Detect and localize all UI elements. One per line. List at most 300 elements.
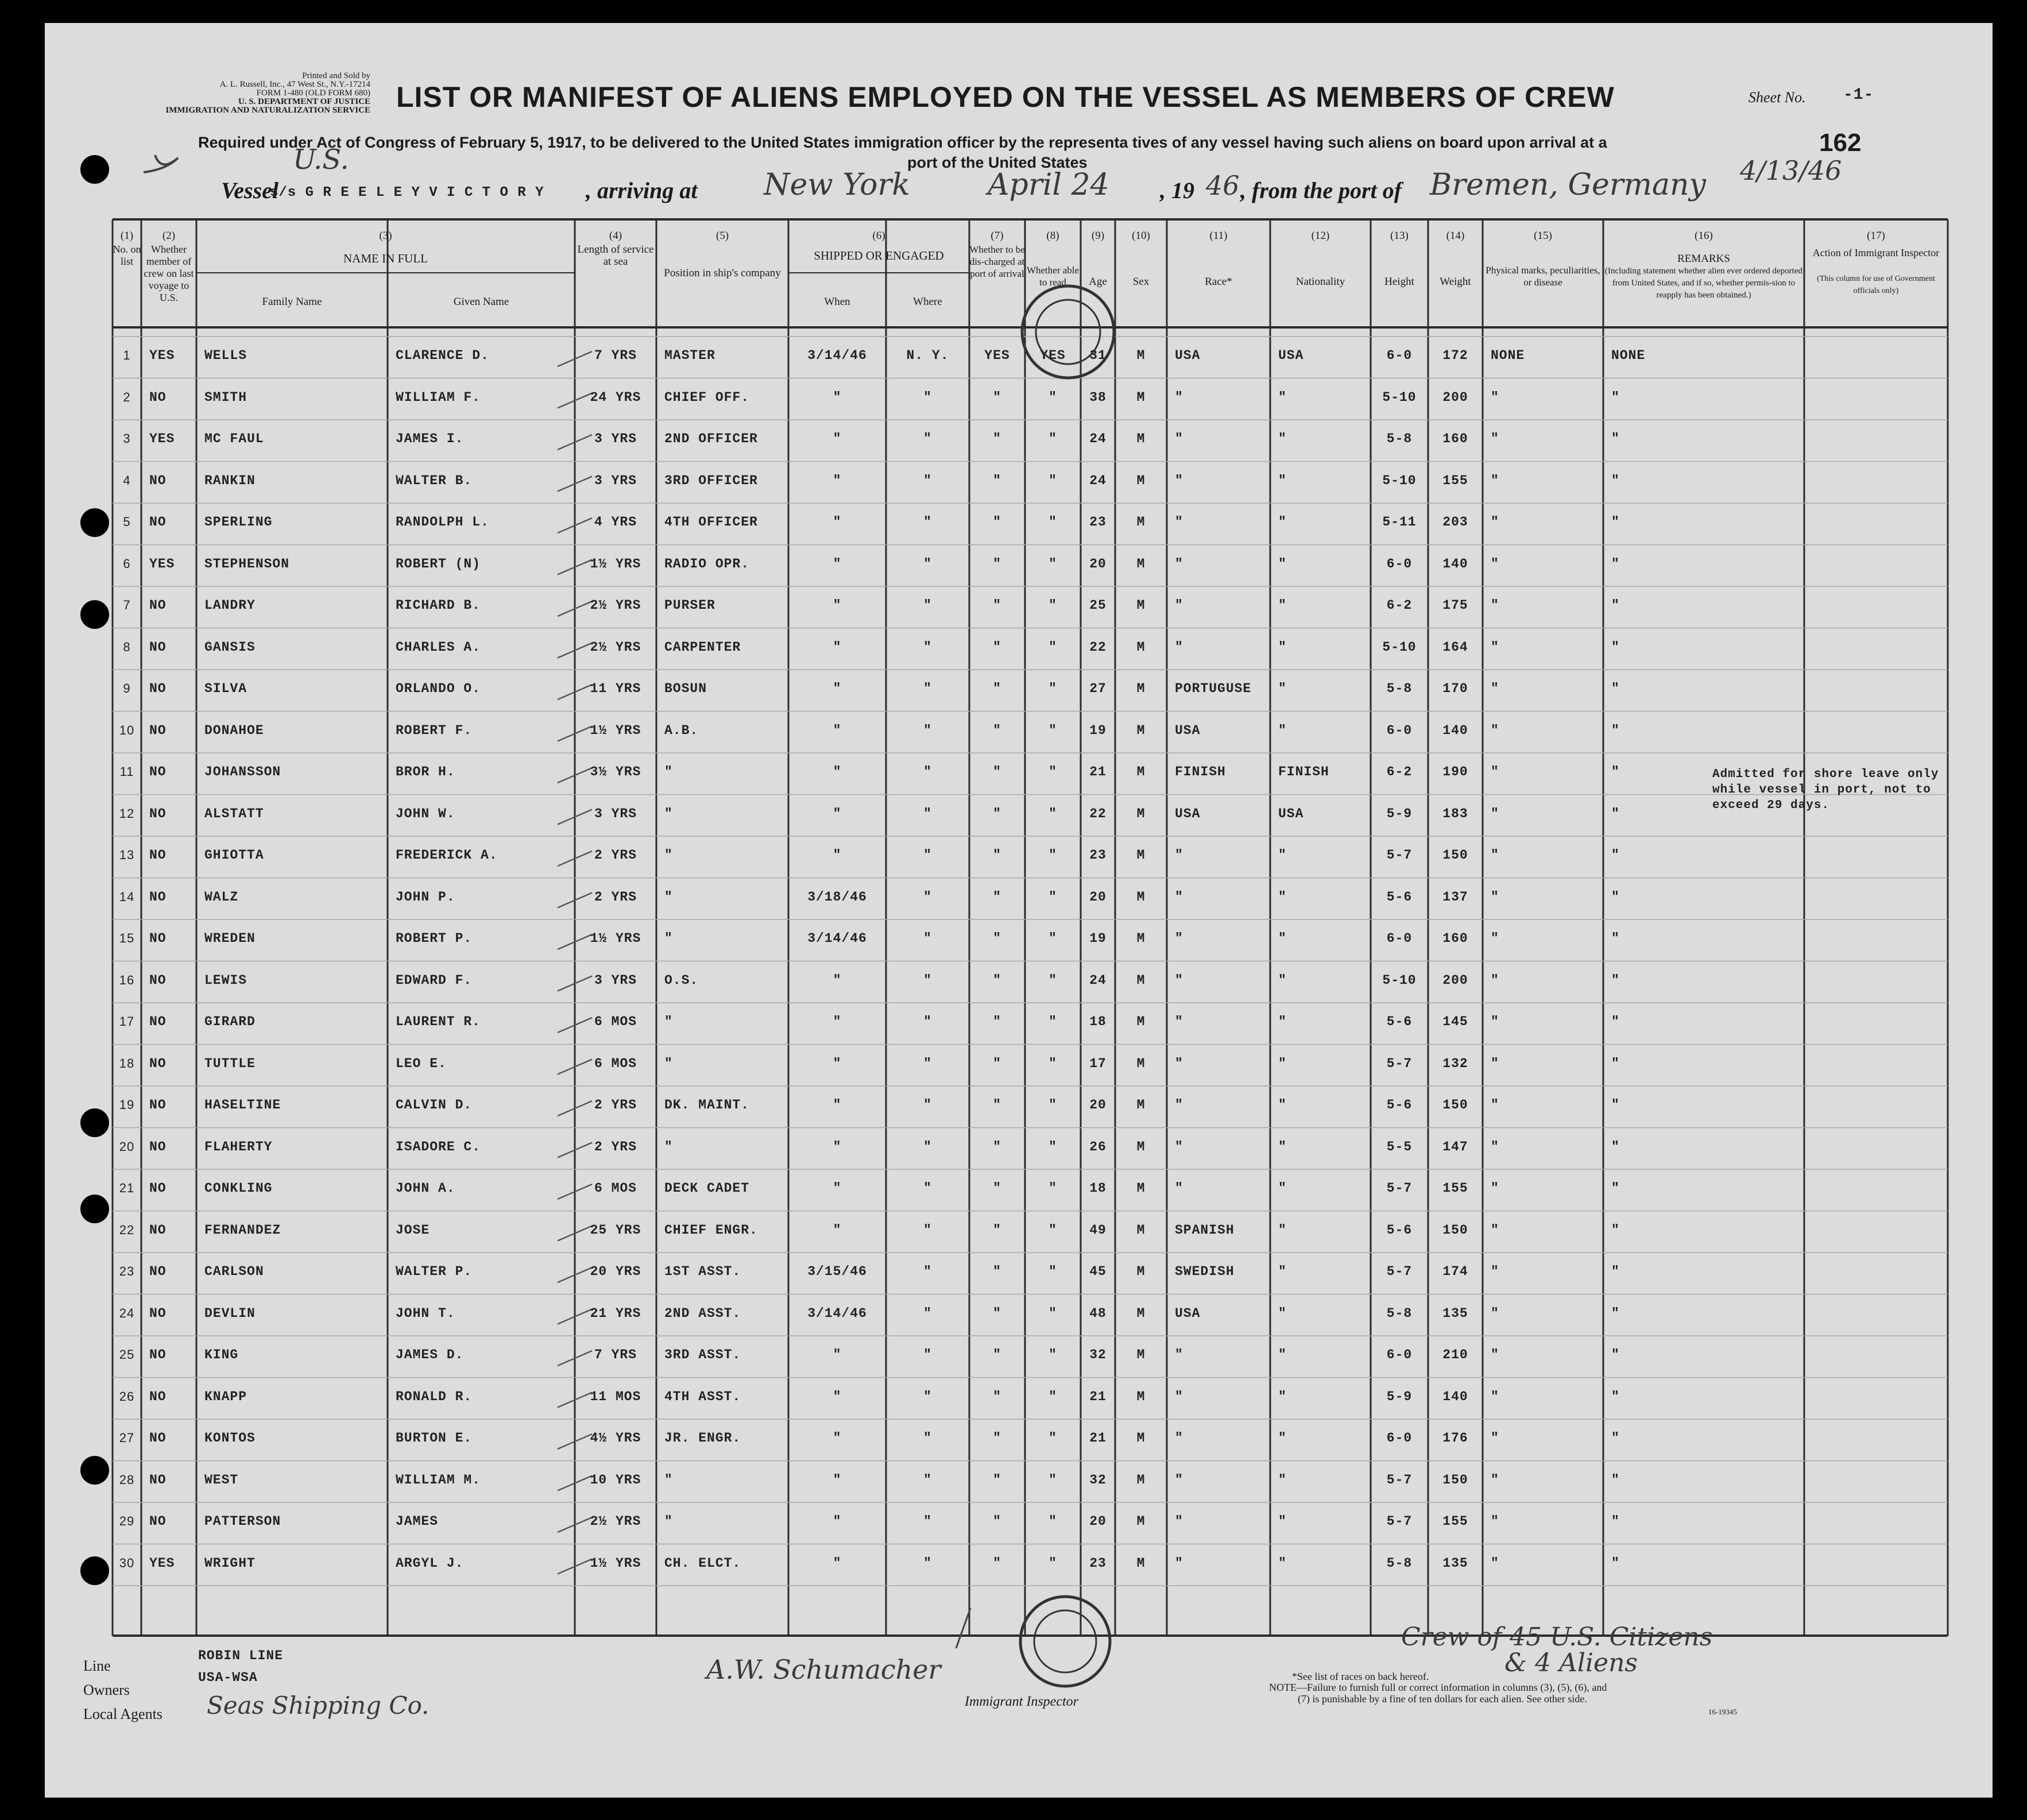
cell-read: " (1049, 806, 1057, 821)
col-6-number: (6) (872, 230, 885, 242)
cell-crew: NO (149, 1014, 167, 1029)
cell-weight: 190 (1442, 764, 1468, 779)
cell-when: " (833, 515, 842, 530)
cell-race: " (1175, 1139, 1183, 1154)
cell-when: " (833, 1555, 842, 1571)
cell-remarks: " (1611, 1431, 1620, 1446)
cell-read: " (1049, 1389, 1057, 1404)
cell-where: " (923, 764, 932, 779)
cell-disch: " (993, 1347, 1001, 1362)
cell-height: 5-9 (1386, 806, 1413, 821)
cell-nat: " (1278, 1264, 1287, 1279)
cell-no: 1 (123, 348, 131, 362)
cell-crew: NO (149, 515, 167, 530)
cell-disch: " (993, 389, 1001, 405)
cell-remarks: " (1611, 556, 1620, 571)
cell-weight: 172 (1442, 348, 1468, 363)
cell-read: " (1049, 1222, 1057, 1238)
cell-race: FINISH (1175, 764, 1226, 779)
cell-race: USA (1175, 1305, 1201, 1321)
cell-height: 6-0 (1386, 348, 1413, 363)
cell-race: USA (1175, 806, 1201, 821)
cell-no: 27 (119, 1431, 135, 1445)
cell-remarks: " (1611, 681, 1620, 696)
cell-sex: M (1136, 1014, 1146, 1029)
cell-family: CONKLING (204, 1181, 273, 1196)
cell-where: " (923, 473, 932, 488)
cell-no: 19 (119, 1098, 135, 1112)
cell-position: " (664, 764, 673, 779)
cell-crew: NO (149, 848, 167, 863)
cell-where: " (923, 431, 932, 446)
cell-no: 9 (123, 681, 131, 695)
crew-note-aliens: & 4 Aliens (1504, 1648, 1638, 1678)
cell-given: ORLANDO O. (396, 681, 481, 696)
cell-service: 2½ YRS (590, 639, 641, 655)
col-3-given-header: Given Name (453, 296, 509, 308)
cell-read: " (1049, 1472, 1057, 1487)
cell-height: 5-8 (1386, 1305, 1413, 1321)
cell-race: " (1175, 431, 1183, 446)
cell-marks: " (1491, 1098, 1499, 1112)
cell-nat: " (1278, 1305, 1287, 1321)
cell-nat: " (1278, 556, 1287, 571)
arriving-port: New York (764, 168, 910, 202)
cell-position: BOSUN (664, 681, 707, 696)
cell-age: 19 (1089, 722, 1107, 738)
cell-crew: NO (149, 1222, 167, 1238)
cell-height: 5-7 (1386, 1181, 1413, 1196)
cell-sex: M (1136, 1305, 1146, 1321)
cell-position: 4TH OFFICER (664, 515, 758, 530)
cell-read: " (1049, 389, 1057, 405)
cell-disch: " (993, 1098, 1001, 1112)
cell-given: CLARENCE D. (396, 348, 489, 363)
cell-crew: NO (149, 1264, 167, 1279)
cell-read: " (1049, 1181, 1057, 1196)
cell-nat: " (1278, 1181, 1287, 1196)
cell-age: 17 (1089, 1056, 1107, 1071)
cell-height: 5-7 (1386, 1472, 1413, 1487)
cell-sex: M (1136, 972, 1146, 988)
cell-marks: " (1491, 722, 1499, 738)
cell-position: " (664, 1014, 673, 1029)
sheet-number: -1- (1843, 86, 1874, 104)
cell-height: 5-11 (1382, 515, 1417, 530)
cell-where: " (923, 639, 932, 655)
owners-label: Owners (83, 1682, 130, 1698)
col-16-number: (16) (1695, 230, 1713, 242)
printer-line: U. S. DEPARTMENT OF JUSTICE (238, 97, 370, 106)
cell-remarks: " (1611, 431, 1620, 446)
cell-given: WILLIAM M. (396, 1472, 481, 1487)
cell-position: " (664, 806, 673, 821)
cell-position: RADIO OPR. (664, 556, 750, 571)
cell-when: " (833, 1514, 842, 1529)
cell-no: 23 (119, 1264, 135, 1278)
col-13-header: Height (1384, 276, 1414, 288)
cell-where: " (923, 889, 932, 905)
cell-where: " (923, 1389, 932, 1404)
col-6-when-header: When (824, 296, 850, 308)
cell-age: 48 (1089, 1305, 1107, 1321)
cell-crew: NO (149, 473, 167, 488)
cell-family: LEWIS (204, 972, 247, 988)
cell-height: 6-0 (1386, 722, 1413, 738)
cell-nat: " (1278, 1098, 1287, 1112)
cell-sex: M (1136, 1389, 1146, 1404)
col-8-header: Whether able to read (1026, 265, 1080, 288)
cell-position: CHIEF ENGR. (664, 1222, 758, 1238)
cell-marks: " (1491, 515, 1499, 530)
cell-no: 28 (119, 1472, 135, 1487)
cell-age: 22 (1089, 639, 1107, 655)
cell-given: WALTER P. (396, 1264, 473, 1279)
cell-age: 20 (1089, 889, 1107, 905)
cell-remarks: " (1611, 1056, 1620, 1071)
cell-where: " (923, 1431, 932, 1446)
cell-position: MASTER (664, 348, 715, 363)
cell-given: CHARLES A. (396, 639, 481, 655)
cell-where: " (923, 515, 932, 530)
cell-disch: " (993, 1555, 1001, 1571)
cell-service: 1½ YRS (590, 931, 641, 946)
cell-nat: " (1278, 431, 1287, 446)
cell-service: 3½ YRS (590, 764, 641, 779)
col-6-where-header: Where (913, 296, 942, 308)
col-6-header: SHIPPED OR ENGAGED (814, 249, 944, 262)
cell-given: EDWARD F. (396, 972, 473, 988)
cell-age: 31 (1089, 348, 1107, 363)
cell-no: 25 (119, 1347, 135, 1362)
cell-sex: M (1136, 1056, 1146, 1071)
cell-remarks: " (1611, 389, 1620, 405)
cell-service: 6 MOS (594, 1014, 637, 1029)
cell-marks: " (1491, 1305, 1499, 1321)
cell-family: RANKIN (204, 473, 256, 488)
cell-where: " (923, 556, 932, 571)
cell-position: 2ND OFFICER (664, 431, 758, 446)
cell-sex: M (1136, 1514, 1146, 1529)
cell-where: " (923, 806, 932, 821)
cell-read: " (1049, 1514, 1057, 1529)
cell-crew: NO (149, 1305, 167, 1321)
cell-age: 23 (1089, 515, 1107, 530)
cell-position: JR. ENGR. (664, 1431, 741, 1446)
col-2-number: (2) (162, 230, 176, 242)
cell-position: 3RD ASST. (664, 1347, 741, 1362)
cell-height: 5-6 (1386, 1222, 1413, 1238)
col-9-number: (9) (1091, 230, 1105, 242)
cell-weight: 145 (1442, 1014, 1468, 1029)
cell-no: 10 (119, 722, 135, 737)
cell-nat: " (1278, 1389, 1287, 1404)
printer-line: IMMIGRATION AND NATURALIZATION SERVICE (165, 106, 370, 115)
cell-age: 24 (1089, 431, 1107, 446)
cell-marks: " (1491, 1514, 1499, 1529)
cell-read: " (1049, 1431, 1057, 1446)
col-3-number: (3) (379, 230, 392, 242)
cell-where: " (923, 1014, 932, 1029)
cell-age: 24 (1089, 972, 1107, 988)
cell-marks: " (1491, 1056, 1499, 1071)
cell-height: 5-5 (1386, 1139, 1413, 1154)
cell-family: SMITH (204, 389, 247, 405)
cell-where: " (923, 1305, 932, 1321)
cell-height: 6-2 (1386, 764, 1413, 779)
cell-service: 2 YRS (594, 889, 637, 905)
subtitle: Required under Act of Congress of February 5, 1917, to be delivered to the United States immigration officer by the representa tives of any vessel having such aliens on board upon arrival at a (198, 134, 1607, 151)
cell-read: " (1049, 431, 1057, 446)
fine-note (1269, 1682, 1607, 1705)
cell-height: 5-7 (1386, 848, 1413, 863)
cell-age: 21 (1089, 764, 1107, 779)
cell-read: " (1049, 1555, 1057, 1571)
cell-position: A.B. (664, 722, 699, 738)
cell-remarks: " (1611, 473, 1620, 488)
cell-position: " (664, 1056, 673, 1071)
form-number: 16-19345 (1708, 1707, 1737, 1716)
cell-marks: " (1491, 764, 1499, 779)
cell-family: GHIOTTA (204, 848, 264, 863)
cell-race: " (1175, 1555, 1183, 1571)
cell-height: 6-0 (1386, 931, 1413, 946)
cell-remarks: " (1611, 848, 1620, 863)
cell-sex: M (1136, 889, 1146, 905)
col-16-header: REMARKS (1677, 253, 1730, 265)
cell-weight: 140 (1442, 722, 1468, 738)
cell-remarks: " (1611, 931, 1620, 946)
cell-sex: M (1136, 1264, 1146, 1279)
cell-sex: M (1136, 1347, 1146, 1362)
cell-crew: NO (149, 1098, 167, 1112)
cell-sex: M (1136, 1431, 1146, 1446)
cell-given: ROBERT P. (396, 931, 473, 946)
cell-height: 5-6 (1386, 889, 1413, 905)
cell-disch: " (993, 556, 1001, 571)
cell-remarks: " (1611, 722, 1620, 738)
cell-age: 21 (1089, 1431, 1107, 1446)
cell-position: 4TH ASST. (664, 1389, 741, 1404)
cell-marks: " (1491, 473, 1499, 488)
cell-crew: NO (149, 681, 167, 696)
cell-no: 7 (123, 598, 131, 612)
crew-note: Crew of 45 U.S. Citizens (1401, 1622, 1713, 1652)
cell-race: " (1175, 389, 1183, 405)
cell-when: " (833, 598, 842, 613)
cell-no: 24 (119, 1305, 135, 1320)
cell-height: 5-8 (1386, 681, 1413, 696)
cell-disch: " (993, 1139, 1001, 1154)
cell-given: WILLIAM F. (396, 389, 481, 405)
cell-nat: " (1278, 722, 1287, 738)
cell-age: 18 (1089, 1014, 1107, 1029)
cell-given: RANDOLPH L. (396, 515, 489, 530)
cell-no: 8 (123, 639, 131, 654)
cell-weight: 150 (1442, 1222, 1468, 1238)
cell-when: " (833, 764, 842, 779)
cell-race: " (1175, 1389, 1183, 1404)
remark-note (1712, 767, 1939, 813)
cell-read: " (1049, 931, 1057, 946)
cell-service: 25 YRS (590, 1222, 641, 1238)
cell-disch: " (993, 1431, 1001, 1446)
cell-read: " (1049, 722, 1057, 738)
cell-when: " (833, 1389, 842, 1404)
cell-given: JAMES I. (396, 431, 464, 446)
cell-family: LANDRY (204, 598, 256, 613)
agents-label: Local Agents (83, 1706, 163, 1722)
list-number: 162 (1819, 129, 1862, 157)
cell-race: " (1175, 1431, 1183, 1446)
cell-family: DEVLIN (204, 1305, 256, 1321)
cell-nat: " (1278, 1222, 1287, 1238)
cell-sex: M (1136, 1222, 1146, 1238)
races-note: *See list of races on back hereof. (1292, 1671, 1429, 1682)
cell-remarks: " (1611, 1014, 1620, 1029)
cell-race: " (1175, 1181, 1183, 1196)
cell-when: 3/18/46 (807, 889, 867, 905)
inspector-label: Immigrant Inspector (965, 1694, 1078, 1709)
cell-marks: " (1491, 889, 1499, 905)
printer-line: FORM 1-480 (OLD FORM 680) (256, 88, 370, 98)
cell-when: " (833, 1181, 842, 1196)
col-15-header: Physical marks, peculiarities, or disease (1486, 265, 1600, 288)
cell-sex: M (1136, 598, 1146, 613)
cell-read: " (1049, 848, 1057, 863)
cell-when: " (833, 1472, 842, 1487)
cell-disch: " (993, 1305, 1001, 1321)
cell-sex: M (1136, 1181, 1146, 1196)
cell-given: JOHN P. (396, 889, 455, 905)
cell-when: 3/15/46 (807, 1264, 867, 1279)
cell-service: 21 YRS (590, 1305, 641, 1321)
cell-service: 24 YRS (590, 389, 641, 405)
cell-marks: " (1491, 931, 1499, 946)
cell-position: CH. ELCT. (664, 1555, 741, 1571)
cell-race: " (1175, 889, 1183, 905)
cell-nat: " (1278, 1139, 1287, 1154)
cell-where: " (923, 848, 932, 863)
col-4-header: Length of service at sea (577, 244, 654, 268)
cell-position: 2ND ASST. (664, 1305, 741, 1321)
cell-family: DONAHOE (204, 722, 264, 738)
cell-weight: 175 (1442, 598, 1468, 613)
cell-remarks: " (1611, 806, 1620, 821)
col-10-header: Sex (1132, 276, 1150, 288)
col-14-number: (14) (1446, 230, 1465, 242)
cell-race: " (1175, 556, 1183, 571)
cell-family: GANSIS (204, 639, 256, 655)
cell-service: 2½ YRS (590, 1514, 641, 1529)
cell-marks: " (1491, 1014, 1499, 1029)
cell-height: 5-7 (1386, 1056, 1413, 1071)
cell-service: 1½ YRS (590, 1555, 641, 1571)
cell-no: 29 (119, 1514, 135, 1528)
cell-nat: " (1278, 515, 1287, 530)
cell-given: RICHARD B. (396, 598, 481, 613)
cell-nat: FINISH (1278, 764, 1329, 779)
cell-height: 5-10 (1382, 639, 1417, 655)
inspector-signature: A.W. Schumacher (706, 1654, 941, 1685)
cell-weight: 150 (1442, 1098, 1468, 1112)
cell-age: 45 (1089, 1264, 1107, 1279)
cell-crew: NO (149, 931, 167, 946)
cell-weight: 200 (1442, 972, 1468, 988)
cell-marks: " (1491, 1472, 1499, 1487)
cell-no: 5 (123, 515, 131, 529)
cell-family: MC FAUL (204, 431, 264, 446)
cell-disch: " (993, 931, 1001, 946)
cell-family: FERNANDEZ (204, 1222, 281, 1238)
cell-race: " (1175, 1056, 1183, 1071)
remark-note-line: while vessel in port, not to (1712, 783, 1931, 797)
cell-nat: " (1278, 1514, 1287, 1529)
cell-when: " (833, 389, 842, 405)
col-13-number: (13) (1390, 230, 1409, 242)
cell-race: " (1175, 1014, 1183, 1029)
cell-when: " (833, 639, 842, 655)
cell-service: 11 YRS (590, 681, 641, 696)
cell-weight: 210 (1442, 1347, 1468, 1362)
cell-nat: USA (1278, 348, 1304, 363)
col-17-subheader: (This column for use of Government officials only) (1817, 275, 1935, 295)
cell-read: " (1049, 473, 1057, 488)
cell-where: N. Y. (906, 348, 949, 363)
cell-disch: " (993, 515, 1001, 530)
cell-race: SWEDISH (1175, 1264, 1235, 1279)
cell-disch: " (993, 1389, 1001, 1404)
col-7-header: Whether to be dis-charged at port of arrival (969, 244, 1025, 279)
cell-disch: " (993, 1472, 1001, 1487)
cell-nat: " (1278, 598, 1287, 613)
cell-position: PURSER (664, 598, 715, 613)
cell-family: KONTOS (204, 1431, 256, 1446)
cell-crew: NO (149, 1514, 167, 1529)
cell-given: JOSE (396, 1222, 430, 1238)
cell-sex: M (1136, 556, 1146, 571)
cell-sex: M (1136, 431, 1146, 446)
cell-family: CARLSON (204, 1264, 264, 1279)
cell-no: 13 (119, 848, 135, 862)
cell-where: " (923, 1514, 932, 1529)
cell-remarks: " (1611, 1514, 1620, 1529)
cell-crew: YES (149, 1555, 175, 1571)
cell-weight: 150 (1442, 1472, 1468, 1487)
cell-disch: " (993, 806, 1001, 821)
cell-given: CALVIN D. (396, 1098, 473, 1112)
col-5-header: Position in ship's company (664, 267, 781, 279)
cell-service: 3 YRS (594, 806, 637, 821)
cell-service: 2 YRS (594, 1098, 637, 1112)
cell-race: PORTUGUSE (1175, 681, 1252, 696)
from-label: , from the port of (1240, 177, 1402, 203)
cell-family: FLAHERTY (204, 1139, 273, 1154)
cell-marks: " (1491, 806, 1499, 821)
cell-remarks: " (1611, 1305, 1620, 1321)
cell-marks: " (1491, 389, 1499, 405)
cell-family: TUTTLE (204, 1056, 256, 1071)
cell-age: 26 (1089, 1139, 1107, 1154)
cell-read: " (1049, 1014, 1057, 1029)
cell-height: 5-6 (1386, 1014, 1413, 1029)
cell-disch: " (993, 764, 1001, 779)
cell-race: " (1175, 473, 1183, 488)
cell-race: USA (1175, 348, 1201, 363)
cell-position: O.S. (664, 972, 699, 988)
cell-disch: " (993, 681, 1001, 696)
cell-race: " (1175, 1347, 1183, 1362)
